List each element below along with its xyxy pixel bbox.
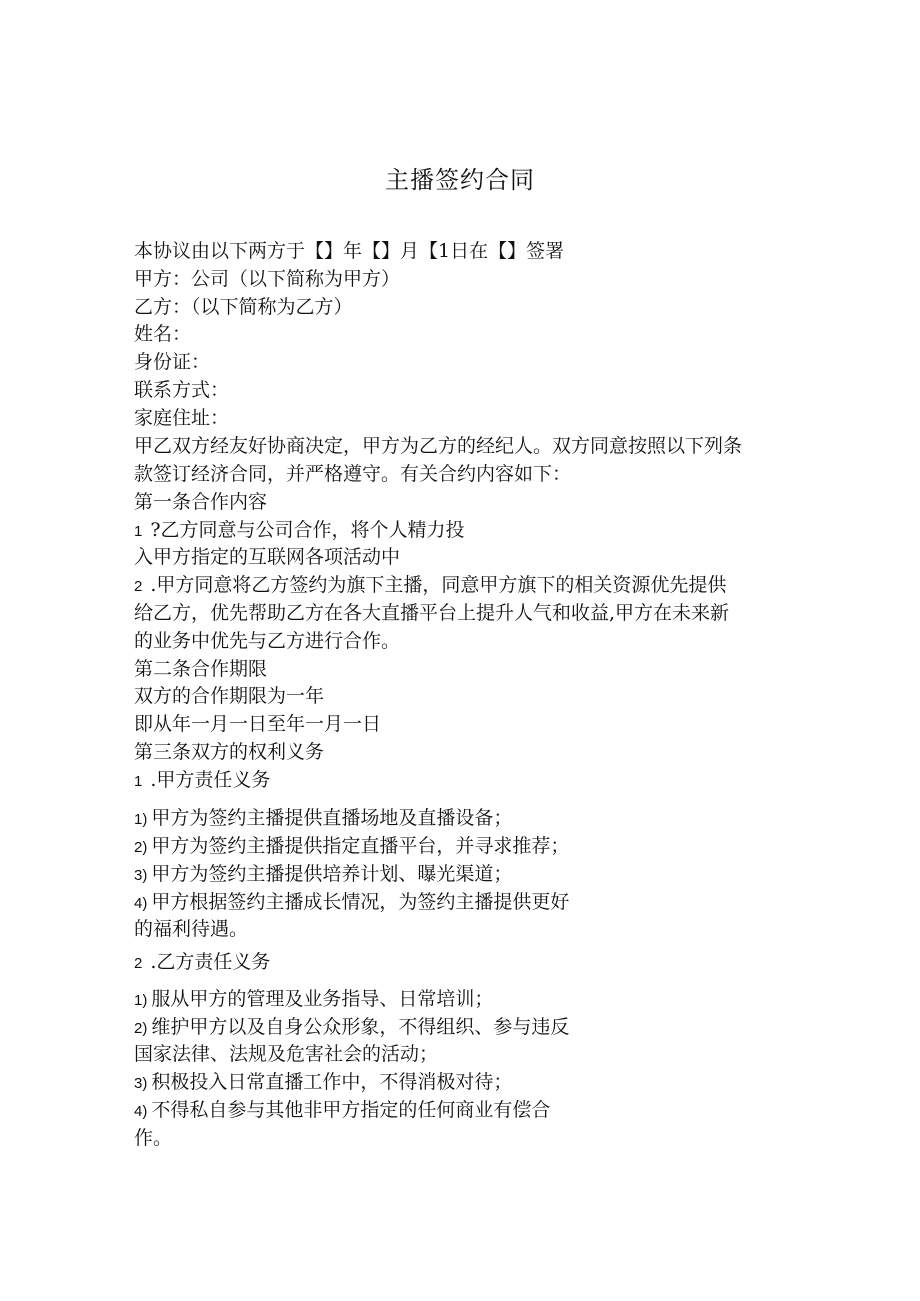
item-text: 积极投入日常直播工作中，不得消极对待； [151,1071,513,1093]
item-text: 甲方为签约主播提供指定直播平台，并寻求推荐； [151,835,570,857]
para-text: .甲方同意将乙方签约为旗下主播，同意甲方旗下的相关资源优先提供 [150,574,727,596]
article-1-heading: 第一条合作内容 [134,491,268,513]
item-number: 4) [134,1103,148,1120]
article-3-heading: 第三条双方的权利义务 [134,741,325,763]
article-2-term: 双方的合作期限为一年 [134,685,325,707]
item-text: 甲方为签约主播提供直播场地及直播设备； [151,807,513,829]
preamble-line-2: 款签订经济合同，并严格遵守。有关合约内容如下： [134,463,572,485]
para-number: 2 [134,578,143,595]
address-field-label: 家庭住址： [134,407,230,429]
section-number: 1 [134,773,143,790]
article-2-heading: 第二条合作期限 [134,658,268,680]
preamble-line-1: 甲乙双方经友好协商决定，甲方为乙方的经纪人。双方同意按照以下列条 [134,435,743,457]
item-number: 3) [134,1075,148,1092]
party-b-duty-item [134,987,493,1013]
item-number: 4) [134,895,148,912]
id-field-label: 身份证： [134,351,211,373]
article-1-para-2 [134,573,726,599]
article-2-dates: 即从年一月一日至年一月一日 [134,713,382,735]
item-number: 2) [134,839,148,856]
contact-field-label: 联系方式： [134,379,230,401]
section-title: .甲方责任义务 [150,769,271,791]
item-text: 甲方根据签约主播成长情况，为签约主播提供更好 [151,891,570,913]
party-b-duty-item [134,1098,550,1124]
party-b-duty-item-cont: 国家法律、法规及危害社会的活动； [134,1043,439,1065]
party-a-line: 甲方：公司（以下简称为甲方） [134,268,401,290]
item-number: 2) [134,1020,148,1037]
section-number: 2 [134,955,143,972]
party-b-line: 乙方：（以下简称为乙方） [134,296,353,318]
article-1-para-1 [134,518,465,544]
item-number: 1) [134,992,148,1009]
para-text: ?乙方同意与公司合作，将个人精力投 [150,519,465,541]
party-a-duty-item-cont: 的福利待遇。 [134,918,249,940]
section-title: .乙方责任义务 [150,951,271,973]
intro-line: 本协议由以下两方于【】年【】月【1日在【】签署 [134,240,565,262]
item-text: 不得私自参与其他非甲方指定的任何商业有偿合 [151,1099,551,1121]
article-1-para-1-cont: 入甲方指定的互联网各项活动中 [134,546,401,568]
party-a-duty-item [134,806,512,832]
party-b-duties-heading [134,950,270,976]
name-field-label: 姓名： [134,323,192,345]
party-b-duty-item [134,1070,512,1096]
item-number: 3) [134,867,148,884]
contract-title: 主播签约合同 [385,166,535,194]
item-number: 1) [134,811,148,828]
party-a-duties-heading [134,768,270,794]
para-number: 1 [134,523,143,540]
item-text: 服从甲方的管理及业务指导、日常培训； [151,988,494,1010]
party-a-duty-item [134,834,569,860]
article-1-para-2-cont-1: 给乙方，优先帮助乙方在各大直播平台上提升人气和收益,甲方在未来新 [134,602,730,624]
party-a-duty-item [134,890,569,916]
party-b-duty-item [134,1015,569,1041]
party-b-duty-item-cont: 作。 [134,1127,173,1149]
party-a-duty-item [134,862,512,888]
item-text: 甲方为签约主播提供培养计划、曝光渠道； [151,863,513,885]
item-text: 维护甲方以及自身公众形象，不得组织、参与违反 [151,1016,570,1038]
article-1-para-2-cont-2: 的业务中优先与乙方进行合作。 [134,630,401,652]
